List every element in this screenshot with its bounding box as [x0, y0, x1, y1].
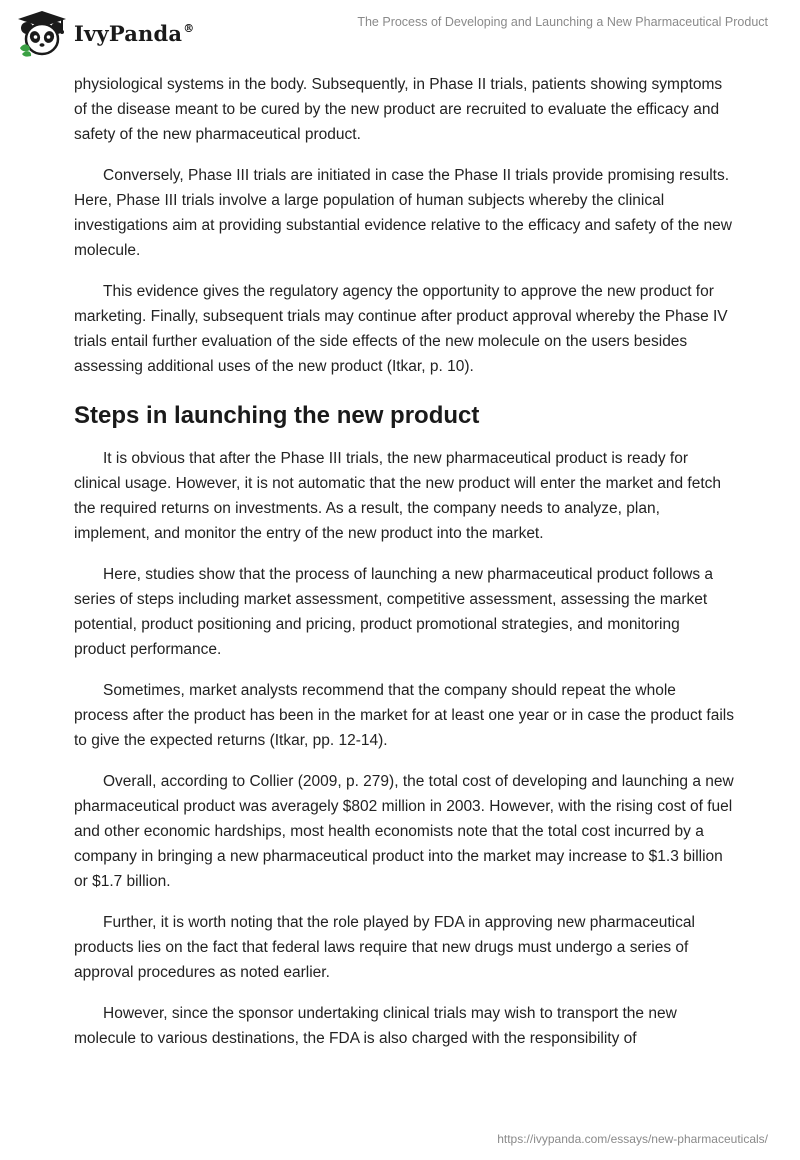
essay-body	[74, 72, 734, 1067]
paragraph: It is obvious that after the Phase III trials, the new pharmaceutical product is ready for clinical usage. However, it is not automatic that the new product will enter the market and fetch the required returns on investments. As a result, the company needs to analyze, plan, implement, and monitor the entry of the new product into the market.	[74, 450, 722, 542]
ivypanda-logo[interactable]	[14, 8, 194, 58]
paragraph: Overall, according to Collier (2009, p. 279), the total cost of developing and launching a new pharmaceutical product was averagely $802 million in 2003. However, with the rising cost of fuel and other economic hardships, most health economists note that the total cost incurred by a company in bringing a new pharmaceutical product into the market may increase to $1.3 billion or $1.7 billion.	[74, 773, 734, 890]
panda-graduation-cap-icon	[14, 8, 70, 58]
document-title: The Process of Developing and Launching a New Pharmaceutical Product	[357, 15, 768, 29]
section-heading: Steps in launching the new product	[74, 402, 480, 429]
brand-name	[74, 21, 194, 46]
paragraph: physiological systems in the body. Subsequently, in Phase II trials, patients showing symptoms of the disease meant to be cured by the new product are recruited to evaluate the efficacy and safety of the new pharmaceutical product.	[74, 76, 723, 143]
page-header	[0, 0, 800, 70]
source-url[interactable]: https://ivypanda.com/essays/new-pharmaceuticals/	[497, 1132, 768, 1146]
paragraph: Further, it is worth noting that the role played by FDA in approving new pharmaceutical products lies on the fact that federal laws require that new drugs must undergo a series of approval procedures as noted earlier.	[74, 914, 695, 981]
paragraph: This evidence gives the regulatory agency the opportunity to approve the new product for marketing. Finally, subsequent trials may continue after product approval whereby the Phase IV trials entail further evaluation of the side effects of the new molecule on the users besides assessing additional uses of the new product (Itkar, p. 10).	[74, 283, 728, 375]
registered-mark: ®	[183, 21, 195, 35]
paragraph: Sometimes, market analysts recommend that the company should repeat the whole process after the product has been in the market for at least one year or in case the product fails to give the expected returns (Itkar, pp. 12-14).	[74, 682, 734, 749]
brand-text: IvyPanda	[74, 20, 183, 46]
paragraph: Conversely, Phase III trials are initiated in case the Phase II trials provide promising results. Here, Phase III trials involve a large population of human subjects whereby the clinical investigations aim at providing substantial evidence relative to the efficacy and safety of the new molecule.	[74, 167, 732, 259]
paragraph: However, since the sponsor undertaking clinical trials may wish to transport the new molecule to various destinations, the FDA is also charged with the responsibility of	[74, 1005, 677, 1047]
paragraph: Here, studies show that the process of launching a new pharmaceutical product follows a series of steps including market assessment, competitive assessment, assessing the market potential, product positioning and pricing, product promotional strategies, and monitoring product performance.	[74, 566, 714, 658]
